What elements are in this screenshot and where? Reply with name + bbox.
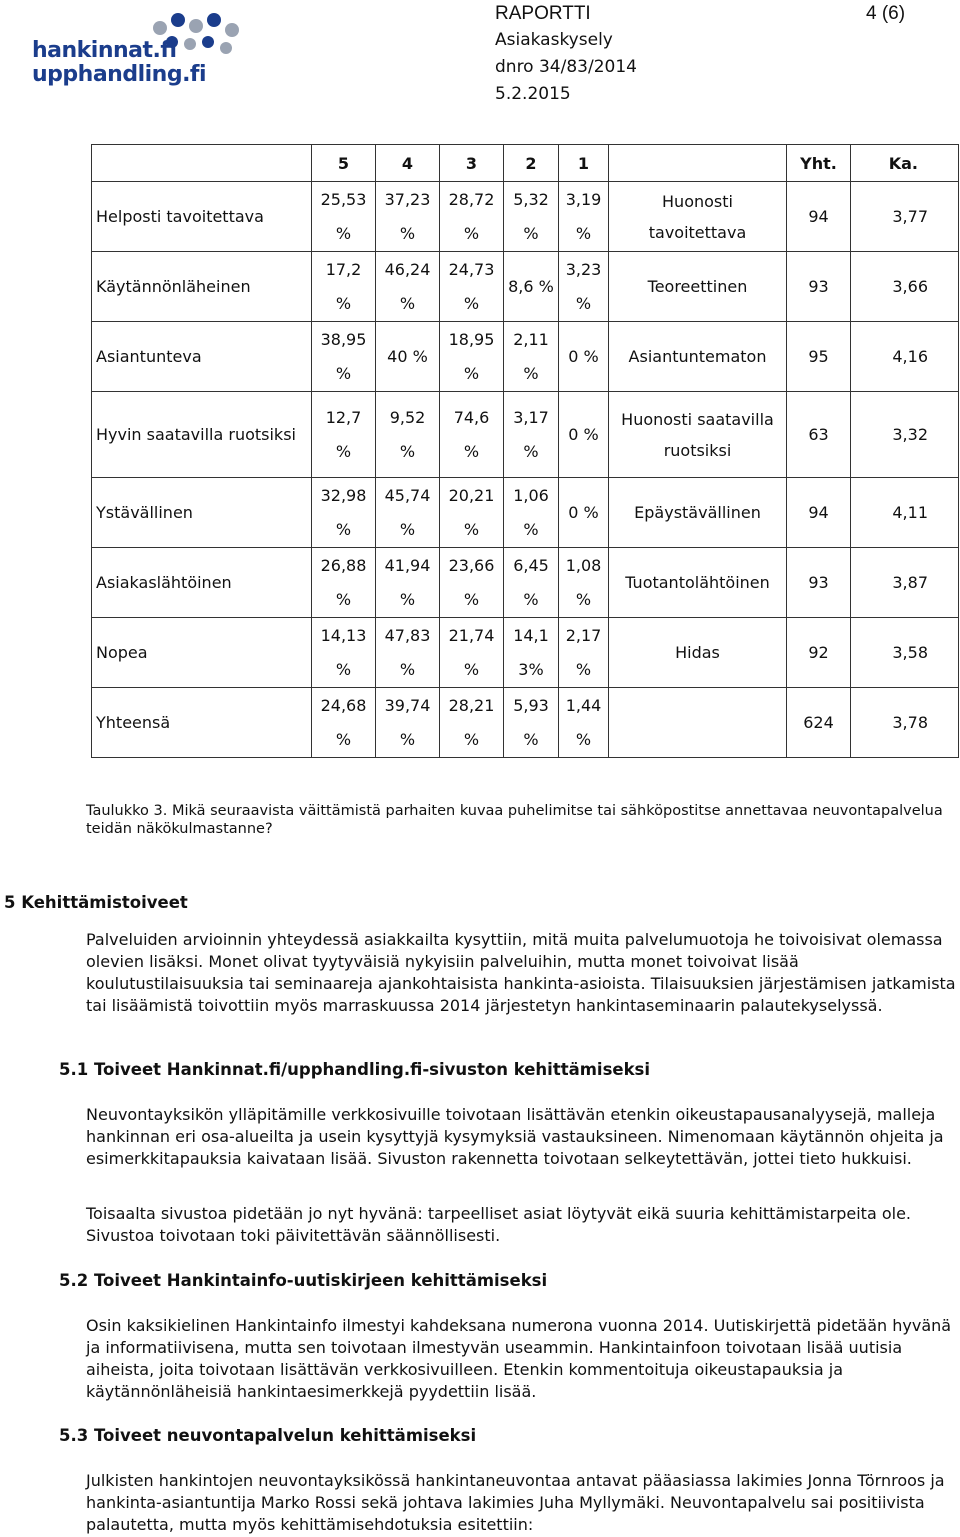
cell-1: 1,44 % [559,688,609,758]
cell-average: 4,16 [851,322,959,392]
cell-4: 37,23 % [376,182,440,252]
cell-4: 41,94 % [376,548,440,618]
cell-total: 94 [787,182,851,252]
cell-total: 93 [787,548,851,618]
section-heading-5: 5 Kehittämistoiveet [4,893,188,912]
organization-logo [32,10,242,90]
table-row [92,322,959,392]
table-caption: Taulukko 3. Mikä seuraavista väittämistä parhaiten kuvaa puhelimitse tai sähköpostitse annettavaa neuvontapalvelua teidän näkökulmastanne? [86,803,943,837]
table-row [92,478,959,548]
cell-2: 3,17 % [504,392,559,478]
header-empty-neg [609,145,787,182]
table-header-row [92,145,959,182]
header-4: 4 [376,145,440,182]
row-label: Hyvin saatavilla ruotsiksi [92,392,312,478]
cell-2: 6,45 % [504,548,559,618]
cell-average: 3,78 [851,688,959,758]
cell-total: 63 [787,392,851,478]
cell-5: 38,95 % [312,322,376,392]
document-type: Asiakaskysely [495,30,613,50]
cell-1: 0 % [559,392,609,478]
negative-label: Asiantuntematon [609,322,787,392]
section-5-paragraph: Palveluiden arvioinnin yhteydessä asiakkailta kysyttiin, mitä muita palvelumuotoja he toivoisivat olemassa olevien lisäksi. Monet olivat tyytyväisiä nykyisiin palveluihin, mutta monet toivoivat lisää koulutustilaisuuksia tai seminaareja ajankohtaisista hankinta-asioista. Tilaisuuksien järjestämisen jatkamista tai lisäämistä toivottiin myös marraskuussa 2014 järjestetyn hankintaseminaarin palautekyselyssä. [86,930,956,1015]
row-label: Asiantunteva [92,322,312,392]
table-row [92,252,959,322]
cell-1: 2,17 % [559,618,609,688]
table-row [92,548,959,618]
logo-text-hankinnat: hankinnat.fi [32,38,177,63]
negative-label: Epäystävällinen [609,478,787,548]
cell-3: 28,21 % [440,688,504,758]
cell-3: 20,21 % [440,478,504,548]
row-label: Käytännönläheinen [92,252,312,322]
cell-average: 3,32 [851,392,959,478]
page-number: 4 (6) [866,3,906,24]
cell-2: 5,32 % [504,182,559,252]
cell-4: 46,24 % [376,252,440,322]
document-number: dnro 34/83/2014 [495,57,637,77]
section-heading-5-1: 5.1 Toiveet Hankinnat.fi/upphandling.fi-sivuston kehittämiseksi [59,1060,651,1079]
header-total: Yht. [787,145,851,182]
header-5: 5 [312,145,376,182]
table-row [92,182,959,252]
report-label: RAPORTTI [495,3,591,24]
row-label: Helposti tavoitettava [92,182,312,252]
cell-average: 3,77 [851,182,959,252]
section-5-2-paragraph: Osin kaksikielinen Hankintainfo ilmestyi kahdeksana numerona vuonna 2014. Uutiskirjettä pidetään hyvänä ja informatiivisena, mutta sen toivotaan ilmestyvän useammin. Hankintainfoon toivotaan lisää uutisia aiheista, joita toivotaan lisättävän verkkosivuilleen. Etenkin kommentoituja oikeustapauksia ja käytännönläheisiä hankintaesimerkkejä pyydettiin lisää. [86,1316,952,1401]
cell-5: 26,88 % [312,548,376,618]
cell-3: 18,95 % [440,322,504,392]
negative-label [609,688,787,758]
cell-average: 3,58 [851,618,959,688]
cell-1: 0 % [559,322,609,392]
cell-average: 3,87 [851,548,959,618]
cell-2: 2,11 % [504,322,559,392]
negative-label: Tuotantolähtöinen [609,548,787,618]
logo-text-upphandling: upphandling.fi [32,62,207,87]
negative-label: Huonosti tavoitettava [609,182,787,252]
cell-5: 25,53 % [312,182,376,252]
header-3: 3 [440,145,504,182]
cell-4: 39,74 % [376,688,440,758]
cell-4: 47,83 % [376,618,440,688]
table-row-total [92,688,959,758]
cell-3: 74,6 % [440,392,504,478]
cell-1: 1,08 % [559,548,609,618]
section-heading-5-2: 5.2 Toiveet Hankintainfo-uutiskirjeen kehittämiseksi [59,1271,548,1290]
negative-label: Huonosti saatavilla ruotsiksi [609,392,787,478]
cell-4: 45,74 % [376,478,440,548]
cell-2: 1,06 % [504,478,559,548]
cell-total: 93 [787,252,851,322]
cell-3: 28,72 % [440,182,504,252]
header-average: Ka. [851,145,959,182]
cell-5: 14,13 % [312,618,376,688]
cell-1: 3,23 % [559,252,609,322]
cell-total: 95 [787,322,851,392]
row-label: Asiakaslähtöinen [92,548,312,618]
cell-1: 0 % [559,478,609,548]
cell-3: 21,74 % [440,618,504,688]
cell-2: 8,6 % [504,252,559,322]
cell-average: 3,66 [851,252,959,322]
section-5-3-paragraph: Julkisten hankintojen neuvontayksikössä hankintaneuvontaa antavat pääasiassa lakimies Jonna Törnroos ja hankinta-asiantuntija Marko Rossi sekä johtava lakimies Juha Myllymäki. Neuvontapalvelu sai positiivista palautetta, mutta myös kehittämisehdotuksia esitettiin: [86,1471,945,1534]
cell-5: 32,98 % [312,478,376,548]
cell-2: 5,93 % [504,688,559,758]
negative-label: Teoreettinen [609,252,787,322]
cell-4: 40 % [376,322,440,392]
document-header [495,0,637,108]
section-5-1-paragraph-2: Toisaalta sivustoa pidetään jo nyt hyvänä: tarpeelliset asiat löytyvät eikä suuria kehittämistarpeita ole. Sivustoa toivotaan toki päivitettävän säännöllisesti. [86,1204,911,1245]
cell-5: 17,2 % [312,252,376,322]
cell-total: 94 [787,478,851,548]
row-label: Yhteensä [92,688,312,758]
negative-label: Hidas [609,618,787,688]
row-label: Nopea [92,618,312,688]
cell-average: 4,11 [851,478,959,548]
cell-5: 24,68 % [312,688,376,758]
cell-5: 12,7 % [312,392,376,478]
survey-results-table [91,144,959,758]
cell-1: 3,19 % [559,182,609,252]
cell-3: 24,73 % [440,252,504,322]
row-label: Ystävällinen [92,478,312,548]
cell-total: 624 [787,688,851,758]
header-1: 1 [559,145,609,182]
cell-4: 9,52 % [376,392,440,478]
header-empty [92,145,312,182]
table-row [92,618,959,688]
document-date: 5.2.2015 [495,84,571,104]
cell-total: 92 [787,618,851,688]
header-2: 2 [504,145,559,182]
section-5-1-paragraph-1: Neuvontayksikön ylläpitämille verkkosivuille toivotaan lisättävän etenkin oikeustapausanalyysejä, malleja hankinnan eri osa-alueilta ja usein kysyttyjä kysymyksiä vastauksineen. Nimenomaan käytännön ohjeita ja esimerkkitapauksia kaivataan lisää. Sivuston rakennetta toivotaan selkeytettävän, jottei tieto hukkuisi. [86,1105,944,1168]
table-row [92,392,959,478]
cell-3: 23,66 % [440,548,504,618]
section-heading-5-3: 5.3 Toiveet neuvontapalvelun kehittämiseksi [59,1426,477,1445]
cell-2: 14,1 3% [504,618,559,688]
